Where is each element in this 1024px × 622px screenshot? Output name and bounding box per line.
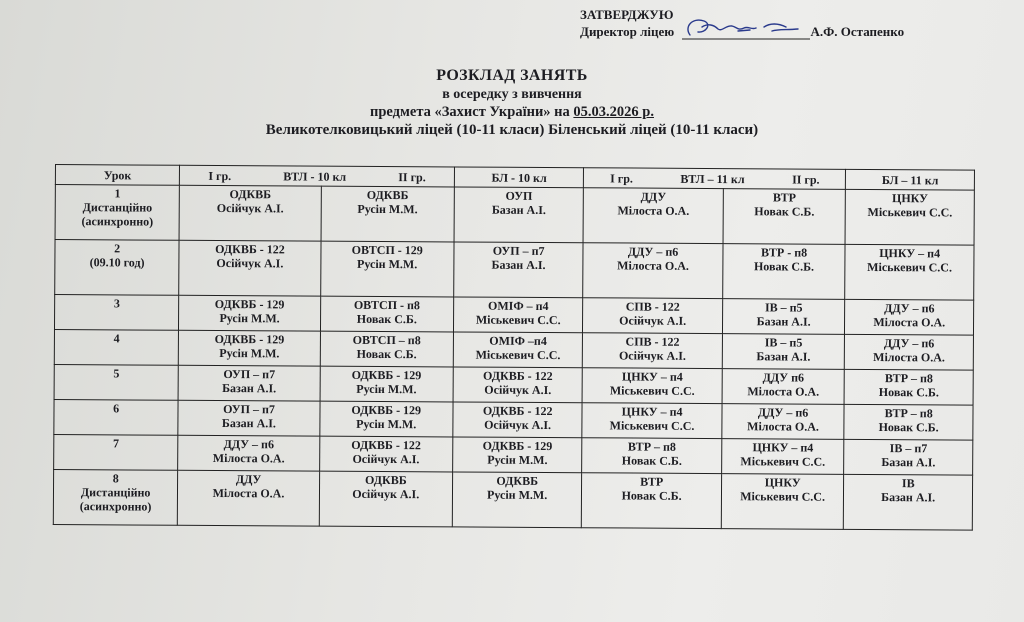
subject-room: ВТР - п8 <box>761 245 808 260</box>
lesson-label: 1 <box>114 186 121 201</box>
schedule-cell <box>320 366 454 402</box>
subject-room: ОДКВБ <box>366 187 409 203</box>
schedule-cell <box>453 332 583 368</box>
document-title: РОЗКЛАД ЗАНЯТЬ <box>436 67 588 84</box>
lesson-cell <box>53 469 178 525</box>
teacher-name: Базан А.І. <box>756 349 811 364</box>
table-row <box>55 185 974 246</box>
header-bl10: БЛ - 10 кл <box>454 167 584 188</box>
teacher-name: Базан А.І. <box>881 455 936 470</box>
schedule-cell <box>179 240 321 296</box>
title-line-3 <box>0 103 1024 121</box>
teacher-name: Мілоста О.А. <box>617 258 689 273</box>
schedule-cell <box>583 298 723 334</box>
teacher-name: Міськевич С.С. <box>475 347 561 363</box>
schedule-cell <box>178 470 320 526</box>
signature-image <box>682 13 812 47</box>
header-vtl11 <box>584 168 846 190</box>
schedule-cell <box>453 437 583 473</box>
lesson-cell <box>54 399 179 435</box>
teacher-name: Міськевич С.С. <box>740 489 826 504</box>
schedule-cell <box>453 402 583 438</box>
header-vtl11-group1: I гр. <box>610 170 633 186</box>
schedule-cell <box>722 369 845 405</box>
subject-room: ЦНКУ – п4 <box>879 246 941 261</box>
schedule-cell <box>319 436 453 472</box>
table-row <box>54 434 973 475</box>
subject-text: предмета «Захист України» на <box>370 104 570 120</box>
lesson-cell <box>55 185 180 241</box>
subject-room: ОУП – п7 <box>492 243 545 258</box>
table-row <box>55 240 974 301</box>
teacher-name: Міськевич С.С. <box>475 312 561 328</box>
schedule-cell <box>179 295 320 331</box>
subject-room: ВТР – п8 <box>627 439 676 454</box>
subject-room: ОДКВБ - 129 <box>214 331 285 347</box>
schedule-cell <box>583 188 723 244</box>
schedule-cell <box>582 403 722 439</box>
director-name: А.Ф. Остапенко <box>810 24 905 39</box>
lesson-cell <box>54 329 179 365</box>
lesson-label: 6 <box>113 401 120 416</box>
teacher-name: Русін М.М. <box>356 416 417 432</box>
teacher-name: Осійчук А.І. <box>352 451 420 467</box>
subject-room: ДДУ <box>235 472 262 487</box>
subject-room: ДДУ п6 <box>762 370 805 385</box>
teacher-name: Новак С.Б. <box>878 385 939 400</box>
subject-room: ОДКВБ - 122 <box>483 368 553 384</box>
teacher-name: Новак С.Б. <box>621 488 682 503</box>
subject-room: ОВТСП - 129 <box>351 242 423 258</box>
teacher-name: Осійчук А.І. <box>619 313 687 328</box>
approval-block <box>580 6 1000 40</box>
teacher-name: Мілоста О.А. <box>212 485 285 501</box>
table-row <box>54 329 973 370</box>
document-title-block <box>0 66 1024 140</box>
teacher-name: Мілоста О.А. <box>747 384 820 399</box>
teacher-name: Осійчук А.І. <box>216 255 284 271</box>
schedule-cell <box>845 334 974 370</box>
schedule-cell <box>454 242 584 298</box>
schedule-cell <box>723 189 846 245</box>
subject-room: ЦНКУ – п4 <box>621 369 683 384</box>
table-row <box>54 364 973 405</box>
teacher-name: Осійчук А.І. <box>618 348 686 363</box>
subject-room: ОДКВБ - 122 <box>215 241 285 257</box>
teacher-name: Базан А.І. <box>756 314 811 329</box>
teacher-name: Базан А.І. <box>491 202 546 217</box>
schedule-cell <box>722 334 845 370</box>
schedule-cell <box>178 435 319 471</box>
schedule-cell <box>583 333 723 369</box>
schedule-cell <box>320 296 454 332</box>
teacher-name: Русін М.М. <box>219 346 280 361</box>
table-row <box>54 295 973 336</box>
lesson-label: 8 <box>112 471 119 486</box>
teacher-name: Мілоста О.А. <box>212 450 285 466</box>
schedule-cell <box>721 439 844 475</box>
schedule-cell <box>453 297 583 333</box>
schedule-body <box>53 185 974 531</box>
subject-room: ОДКВБ - 122 <box>351 437 421 453</box>
subject-room: ЦНКУ – п4 <box>621 404 683 419</box>
subject-room: ІВ – п5 <box>764 300 803 315</box>
subject-room: ЦНКУ <box>764 475 801 490</box>
schools-line: Великотелковицький ліцей (10-11 класи) Біленський ліцей (10-11 класи) <box>265 122 759 138</box>
teacher-name: Осійчук А.І. <box>216 200 284 216</box>
subject-room: ОДКВБ <box>496 473 539 488</box>
lesson-cell <box>54 295 179 331</box>
teacher-name: Міськевич С.С. <box>609 418 695 433</box>
schedule-cell <box>844 404 973 440</box>
teacher-name: Новак С.Б. <box>356 311 417 327</box>
subject-room: ОУП <box>505 188 533 203</box>
teacher-name: Базан А.І. <box>222 381 277 396</box>
subject-room: ДДУ – п6 <box>223 437 275 452</box>
subject-room: ІВ – п7 <box>889 441 928 456</box>
schedule-table <box>53 164 975 531</box>
header-vtl10-group1: I гр. <box>208 168 232 183</box>
teacher-name: Русін М.М. <box>487 452 548 468</box>
schedule-cell <box>582 438 722 474</box>
header-vtl10-group2: II гр. <box>398 169 426 184</box>
subject-room: ОДКВБ - 129 <box>482 438 553 454</box>
lesson-label: 2 <box>114 241 121 256</box>
subject-room: ОДКВБ <box>364 472 407 488</box>
teacher-name: Новак С.Б. <box>356 346 417 362</box>
header-vtl11-class: ВТЛ – 11 кл <box>680 171 745 186</box>
subject-room: ДДУ – п6 <box>627 244 679 259</box>
schedule-cell <box>320 331 454 367</box>
teacher-name: Русін М.М. <box>357 201 418 217</box>
teacher-name: Осійчук А.І. <box>484 382 552 398</box>
header-vtl11-group2: II гр. <box>792 172 820 187</box>
lesson-label: 3 <box>113 296 120 311</box>
teacher-name: Русін М.М. <box>487 487 548 503</box>
header-vtl10-class: ВТЛ - 10 кл <box>283 168 347 184</box>
schedule-cell <box>721 474 844 530</box>
lesson-label: (асинхронно) <box>79 499 152 514</box>
schedule-cell <box>454 187 584 243</box>
schedule-cell <box>583 243 723 299</box>
schedule-cell <box>321 186 455 242</box>
teacher-name: Русін М.М. <box>357 256 418 272</box>
teacher-name: Базан А.І. <box>881 490 936 505</box>
schedule-cell <box>844 369 973 405</box>
subject-room: ДДУ – п6 <box>884 301 935 316</box>
schedule-cell <box>319 401 453 437</box>
subject-room: ІВ <box>901 476 915 491</box>
teacher-name: Русін М.М. <box>219 311 280 326</box>
subject-room: ОДКВБ - 129 <box>214 296 285 312</box>
lesson-label: Дистанційно <box>82 200 153 215</box>
schedule-cell <box>319 471 453 527</box>
lesson-cell <box>54 434 179 470</box>
schedule-cell <box>723 244 846 300</box>
schedule-cell <box>582 368 722 404</box>
subject-room: ДДУ – п6 <box>883 336 935 351</box>
lesson-label: 4 <box>113 331 120 346</box>
schedule-cell <box>452 472 582 528</box>
subject-room: ОВТСП - п8 <box>353 297 420 313</box>
schedule-cell <box>178 400 319 436</box>
schedule-cell <box>722 299 845 335</box>
teacher-name: Міськевич С.С. <box>867 204 953 220</box>
schedule-cell <box>722 404 845 440</box>
subject-room: ОУП – п7 <box>223 367 276 382</box>
teacher-name: Осійчук А.І. <box>484 417 552 433</box>
table-row <box>53 469 972 530</box>
subject-room: ОДКВБ <box>229 187 272 202</box>
lesson-label: Дистанційно <box>80 485 151 500</box>
schedule-date: 05.03.2026 р. <box>573 104 654 120</box>
lesson-cell <box>55 240 180 296</box>
director-position: Директор ліцею <box>580 24 675 39</box>
subject-room: СПВ - 122 <box>625 299 680 314</box>
subject-room: ІВ – п5 <box>764 335 803 350</box>
subject-room: ОДКВБ - 122 <box>482 403 553 419</box>
approve-label: ЗАТВЕРДЖУЮ <box>580 7 674 22</box>
schedule-cell <box>582 473 722 529</box>
title-line-2: в осередку з вивчення <box>442 87 582 102</box>
teacher-name: Міськевич С.С. <box>609 383 695 398</box>
schedule-cell <box>179 330 320 366</box>
schedule-cell <box>179 185 321 241</box>
teacher-name: Міськевич С.С. <box>867 259 953 275</box>
schedule-cell <box>320 241 454 297</box>
schedule-cell <box>844 439 973 475</box>
teacher-name: Базан А.І. <box>491 257 546 272</box>
teacher-name: Базан А.І. <box>221 416 276 431</box>
lesson-label: (09.10 год) <box>89 255 145 270</box>
teacher-name: Мілоста О.А. <box>873 350 945 365</box>
schedule-cell <box>844 474 973 530</box>
subject-room: ВТР <box>640 474 664 489</box>
subject-room: ОМІФ –п4 <box>489 333 547 349</box>
teacher-name: Новак С.Б. <box>754 204 815 219</box>
teacher-name: Мілоста О.А. <box>747 419 819 434</box>
teacher-name: Новак С.Б. <box>753 259 815 274</box>
subject-room: ДДУ <box>640 189 667 204</box>
schedule-cell <box>178 365 319 401</box>
schedule-cell <box>845 244 974 300</box>
schedule-cell <box>845 299 974 335</box>
schedule-cell <box>453 367 583 403</box>
subject-room: ОМІФ – п4 <box>487 298 549 314</box>
table-row <box>54 399 973 440</box>
subject-room: ОВТСП – п8 <box>352 332 421 348</box>
header-lesson: Урок <box>55 165 180 186</box>
subject-room: ОУП – п7 <box>223 402 275 417</box>
teacher-name: Русін М.М. <box>356 381 417 397</box>
schedule-cell <box>845 189 974 245</box>
subject-room: ОДКВБ - 129 <box>351 367 422 383</box>
lesson-label: 5 <box>113 366 120 381</box>
teacher-name: Новак С.Б. <box>878 420 939 435</box>
subject-room: ДДУ – п6 <box>757 405 809 420</box>
teacher-name: Мілоста О.А. <box>873 315 946 330</box>
subject-room: ЦНКУ – п4 <box>752 440 814 455</box>
subject-room: ЦНКУ <box>891 191 929 206</box>
subject-room: ОДКВБ - 129 <box>351 402 422 418</box>
teacher-name: Міськевич С.С. <box>740 454 826 469</box>
header-vtl10 <box>180 165 455 187</box>
lesson-label: 7 <box>112 436 120 451</box>
lesson-label: (асинхронно) <box>81 214 154 229</box>
teacher-name: Мілоста О.А. <box>617 203 690 218</box>
lesson-cell <box>54 364 179 400</box>
subject-room: СПВ - 122 <box>625 334 680 349</box>
teacher-name: Осійчук А.І. <box>352 486 420 502</box>
subject-room: ВТР – п8 <box>884 371 933 386</box>
subject-room: ВТР – п8 <box>884 406 933 421</box>
header-bl11: БЛ – 11 кл <box>846 169 975 190</box>
teacher-name: Новак С.Б. <box>621 453 682 468</box>
approval-signature-line <box>580 23 1000 40</box>
subject-room: ВТР <box>772 190 797 205</box>
